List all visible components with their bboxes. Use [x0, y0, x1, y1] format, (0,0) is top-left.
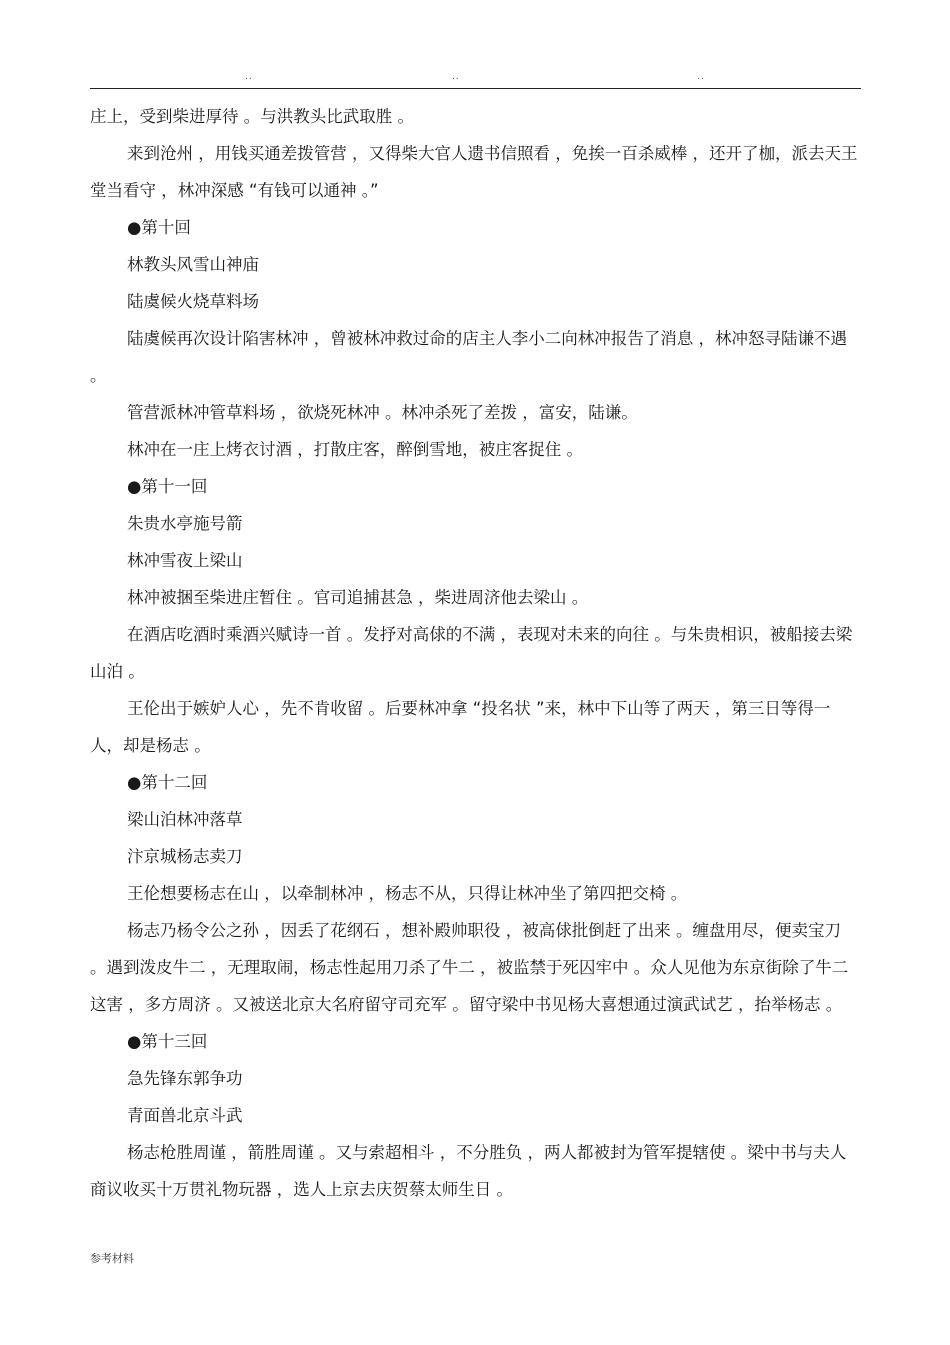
paragraph: 王伦想要杨志在山 ，以牵制林冲 ，杨志不从，只得让林冲坐了第四把交椅 。	[127, 884, 688, 903]
document-body	[90, 98, 861, 1208]
paragraph: 梁山泊林冲落草	[127, 810, 243, 829]
chapter-heading: ●第十二回	[127, 773, 208, 792]
page-footer: 参考材料	[90, 1252, 134, 1265]
chapter-heading: ●第十三回	[127, 1032, 208, 1051]
paragraph: 林教头风雪山神庙	[127, 255, 259, 274]
paragraph: 陆虞候再次设计陷害林冲 ，曾被林冲救过命的店主人李小二向林冲报告了消息 ，林冲怒寻陆谦不遇 。	[90, 329, 847, 385]
paragraph: 陆虞候火烧草料场	[127, 292, 259, 311]
paragraph: 杨志枪胜周谨 ，箭胜周谨 。又与索超相斗 ，不分胜负 ，两人都被封为管军提辖使 。梁中书与夫人商议收买十万贯礼物玩器 ，选人上京去庆贺蔡太师生日 。	[90, 1143, 847, 1199]
paragraph: 汴京城杨志卖刀	[127, 847, 243, 866]
paragraph: 青面兽北京斗武	[127, 1106, 243, 1125]
paragraph: 林冲被捆至柴进庄暂住 。官司追捕甚急 ，柴进周济他去梁山 。	[127, 588, 589, 607]
header-rule	[90, 88, 861, 89]
chapter-heading: ●第十回	[127, 218, 191, 237]
paragraph: 林冲在一庄上烤衣讨酒 ，打散庄客，醉倒雪地，被庄客捉住 。	[127, 440, 583, 459]
paragraph: 在酒店吃酒时乘酒兴赋诗一首 。发抒对高俅的不满 ，表现对未来的向往 。与朱贵相识，被船接去梁山泊 。	[90, 625, 853, 681]
paragraph: 来到沧州 ，用钱买通差拨管营 ，又得柴大官人遗书信照看 ，免挨一百杀威棒 ，还开了枷，派去天王堂当看守 ，林冲深感 “有钱可以通神 。”	[90, 144, 858, 200]
paragraph: 王伦出于嫉妒人心 ，先不肯收留 。后要林冲拿 “投名状 ”来，林中下山等了两天 ，第三日等得一人，却是杨志 。	[90, 699, 831, 755]
paragraph: 朱贵水亭施号箭	[127, 514, 243, 533]
paragraph: 庄上，受到柴进厚待 。与洪教头比武取胜 。	[90, 107, 414, 126]
paragraph: 急先锋东郭争功	[127, 1069, 243, 1088]
paragraph: 林冲雪夜上梁山	[127, 551, 243, 570]
header-mark-right: ..	[697, 72, 705, 82]
paragraph: 管营派林冲管草料场 ，欲烧死林冲 。林冲杀死了差拨 ，富安，陆谦。	[127, 403, 638, 422]
chapter-heading: ●第十一回	[127, 477, 208, 496]
paragraph: 杨志乃杨令公之孙 ，因丢了花纲石 ，想补殿帅职役 ，被高俅批倒赶了出来 。缠盘用尽，便卖宝刀 。遇到泼皮牛二 ，无理取闹，杨志性起用刀杀了牛二 ，被监禁于死囚牢中 。众人见他为东京街除了牛二这害 ，多方周济 。又被送北京大名府留守司充军 。留守梁中书见杨大喜想通过演武试艺 ，抬举杨志 。	[90, 921, 849, 1014]
header-mark-center: ..	[452, 72, 460, 82]
header-mark-left: ..	[245, 72, 253, 82]
